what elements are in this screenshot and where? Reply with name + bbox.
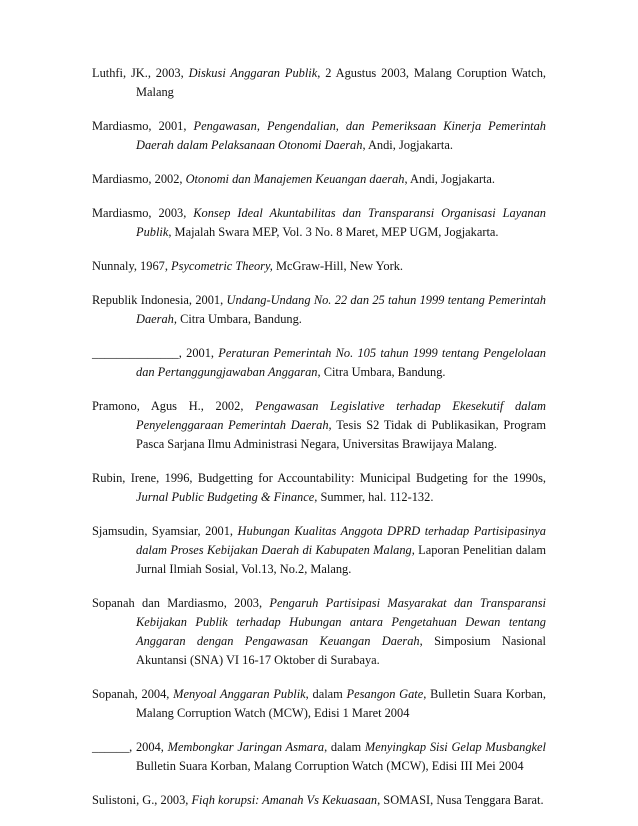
reference-entry (92, 469, 546, 507)
reference-author-year: Sopanah dan Mardiasmo, 2003, (92, 596, 270, 610)
reference-title: Undang-Undang No. 22 dan 25 tahun 1999 tentang Pemerintah Daerah, (136, 293, 546, 326)
reference-list (92, 64, 546, 825)
reference-publisher: McGraw-Hill, New York. (272, 259, 403, 273)
reference-author-year: Mardiasmo, 2002, (92, 172, 186, 186)
reference-publisher: , Andi, Jogjakarta. (404, 172, 495, 186)
reference-publisher: , SOMASI, Nusa Tenggara Barat. (377, 793, 544, 807)
reference-title: Hubungan Kualitas Anggota DPRD terhadap Partisipasinya dalam Proses Kebijakan Daerah di Kabupaten Malang, (136, 524, 546, 557)
reference-author-year: ______________, 2001, (92, 346, 219, 360)
reference-publisher: Citra Umbara, Bandung. (176, 312, 302, 326)
reference-connector: , dalam (324, 740, 365, 754)
reference-entry (92, 397, 546, 454)
reference-entry (92, 117, 546, 155)
reference-author-year: Mardiasmo, 2001, (92, 119, 194, 133)
reference-entry (92, 685, 546, 723)
reference-publisher: Citra Umbara, Bandung. (320, 365, 446, 379)
reference-entry (92, 291, 546, 329)
reference-title: Menyoal Anggaran Publik (173, 687, 306, 701)
reference-entry (92, 738, 546, 776)
reference-publisher: Tesis S2 Tidak di Publikasikan, Program Pasca Sarjana Ilmu Administrasi Negara, Universitas Brawijaya Malang. (136, 418, 546, 451)
reference-publisher: , 2 Agustus 2003, Malang Coruption Watch, Malang (136, 66, 546, 99)
reference-title: Psycometric Theory, (171, 259, 273, 273)
reference-container-title: Pesangon Gate (346, 687, 424, 701)
reference-title: Otonomi dan Manajemen Keuangan daerah (185, 172, 405, 186)
reference-title: Pengawasan Legislative terhadap Ekesekutif dalam Penyelenggaraan Pemerintah Daerah, (136, 399, 547, 432)
reference-publisher: Laporan Penelitian dalam Jurnal Ilmiah Sosial, Vol.13, No.2, Malang. (136, 543, 546, 576)
reference-entry (92, 257, 546, 276)
reference-title: Pengaruh Partisipasi Masyarakat dan Transparansi Kebijakan Publik terhadap Hubungan antara Pengetahuan Dewan tentang Anggaran dengan Pengawasan Keuangan Daerah (136, 596, 546, 648)
reference-title: Konsep Ideal Akuntabilitas dan Transparansi Organisasi Layanan Publik (136, 206, 546, 239)
reference-connector: , dalam (305, 687, 347, 701)
reference-author-year: Mardiasmo, 2003, (92, 206, 194, 220)
reference-title: Fiqh korupsi: Amanah Vs Kekuasaan (191, 793, 378, 807)
reference-author-year: Nunnaly, 1967, (92, 259, 172, 273)
reference-author-year: Sjamsudin, Syamsiar, 2001, (92, 524, 238, 538)
reference-title: Diskusi Anggaran Publik (188, 66, 318, 80)
reference-container-title: Menyingkap Sisi Gelap Musbangkel (364, 740, 546, 754)
reference-title: Pengawasan, Pengendalian, dan Pemeriksaan Kinerja Pemerintah Daerah dalam Pelaksanaan Otonomi Daerah (136, 119, 546, 152)
reference-author-year: ______, 2004, (92, 740, 168, 754)
reference-author-year: Pramono, Agus H., 2002, (92, 399, 256, 413)
reference-publisher: Bulletin Suara Korban, Malang Corruption Watch (MCW), Edisi III Mei 2004 (136, 759, 524, 773)
reference-publisher: , Simposium Nasional Akuntansi (SNA) VI 16-17 Oktober di Surabaya. (136, 634, 546, 667)
reference-entry (92, 791, 546, 810)
reference-entry (92, 522, 546, 579)
reference-publisher: , Andi, Jogjakarta. (362, 138, 453, 152)
reference-title: Membongkar Jaringan Asmara (167, 740, 325, 754)
reference-title: Jurnal Public Budgeting & Finance, (136, 490, 318, 504)
reference-author-year: Sulistoni, G., 2003, (92, 793, 192, 807)
reference-entry (92, 344, 546, 382)
reference-author-year: Luthfi, JK., 2003, (92, 66, 189, 80)
reference-publisher: , Majalah Swara MEP, Vol. 3 No. 8 Maret, MEP UGM, Jogjakarta. (168, 225, 499, 239)
reference-entry (92, 64, 546, 102)
reference-author-year: Republik Indonesia, 2001, (92, 293, 227, 307)
reference-publisher: , Bulletin Suara Korban, Malang Corruption Watch (MCW), Edisi 1 Maret 2004 (136, 687, 546, 720)
reference-entry (92, 594, 546, 670)
reference-author-year: Sopanah, 2004, (92, 687, 174, 701)
reference-title: Peraturan Pemerintah No. 105 tahun 1999 tentang Pengelolaan dan Pertanggungjawaban Anggaran, (136, 346, 547, 379)
reference-entry (92, 204, 546, 242)
reference-author-year: Rubin, Irene, 1996, Budgetting for Accountability: Municipal Budgeting for the 1990s, (92, 471, 546, 485)
reference-publisher: Summer, hal. 112-132. (317, 490, 434, 504)
reference-entry (92, 170, 546, 189)
